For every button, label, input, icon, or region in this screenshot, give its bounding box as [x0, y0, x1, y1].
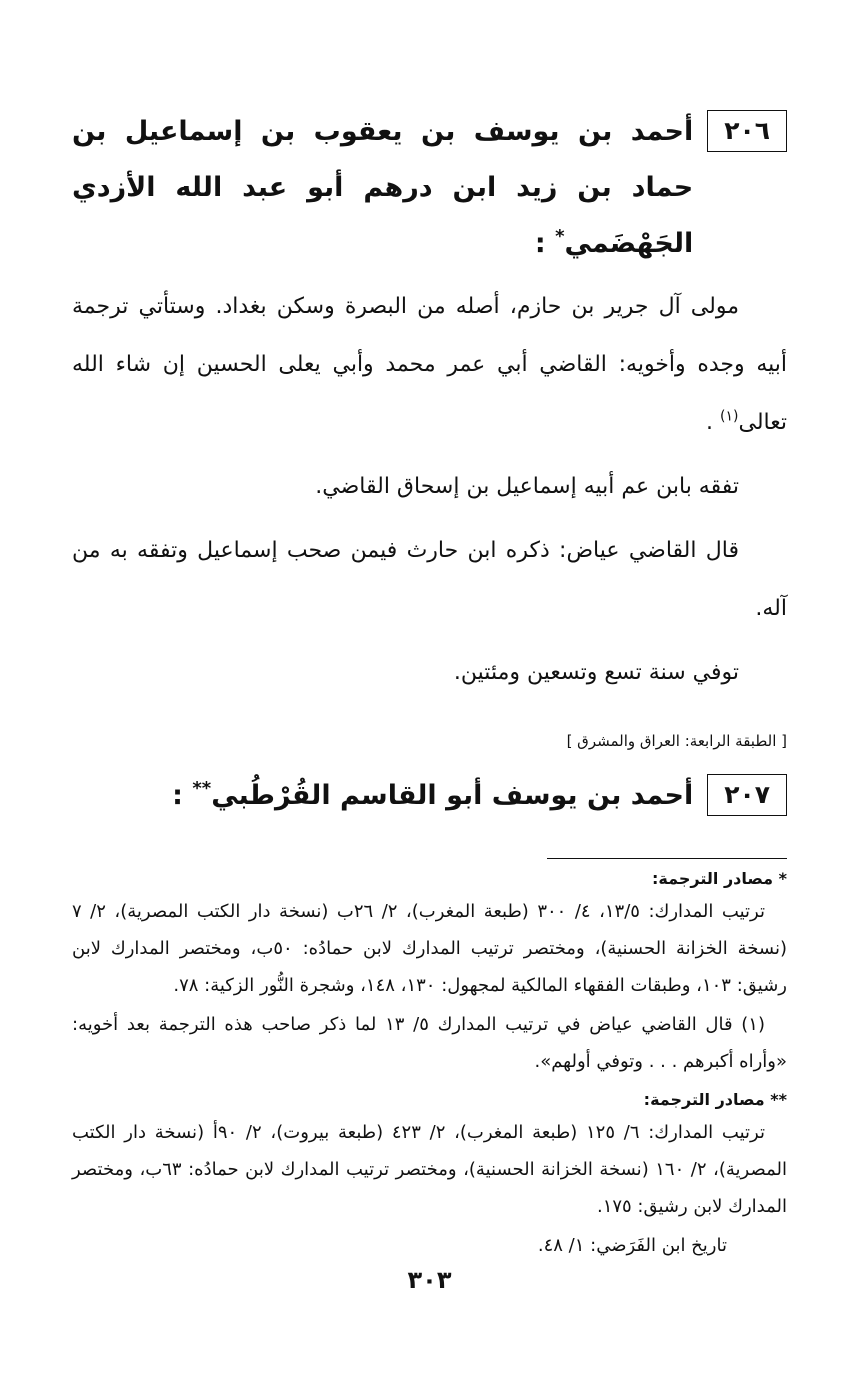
body-paragraph: تفقه بابن عم أبيه إسماعيل بن إسحاق القاضي.	[315, 474, 739, 499]
body-paragraph: قال القاضي عياض: ذكره ابن حارث فيمن صحب إسماعيل وتفقه به من آله.	[72, 538, 787, 621]
title-colon: :	[534, 228, 556, 259]
entry-title-text: أحمد بن يوسف بن يعقوب بن إسماعيل بن حماد بن زيد ابن درهم أبو عبد الله الأزدي الجَهْضَمي	[72, 116, 694, 259]
entry-number-box: ٢٠٦	[707, 110, 787, 152]
footnote-marker: *	[778, 869, 787, 888]
footnote-sources: تاريخ ابن الفَرَضي: ١/ ٤٨.	[537, 1235, 727, 1256]
footnote-separator	[547, 858, 787, 859]
footnote-sources: ترتيب المدارك: ٦/ ١٢٥ (طبعة المغرب)، ٢/ ٤٢٣ (طبعة بيروت)، ٢/ ٩٠أ (نسخة دار الكتب المصرية)، ٢/ ١٦٠ (نسخة الخزانة الحسنية)، ومختصر ترتيب المدارك لابن حمادُه: ٦٣ب، ومختصر المدارك لابن رشيق: ١٧٥.	[72, 1122, 787, 1217]
entry-heading-207	[72, 768, 787, 824]
body-paragraph: توفي سنة تسع وتسعين ومئتين.	[453, 660, 739, 685]
footnote-marker: **	[770, 1090, 787, 1109]
footnote-heading	[72, 1088, 787, 1112]
entry-title	[72, 104, 693, 272]
footnote-note: (١) قال القاضي عياض في ترتيب المدارك ٥/ ١٣ لما ذكر صاحب هذه الترجمة بعد أخويه: «وأراه أكبرهم . . . وتوفي أولهم».	[72, 1014, 787, 1072]
footnote-heading-text: مصادر الترجمة:	[643, 1090, 765, 1109]
footnote-heading-text: مصادر الترجمة:	[652, 869, 774, 888]
footnote-reference: (١)	[720, 408, 739, 425]
footnote-heading	[72, 867, 787, 891]
paragraph-text: مولى آل جرير بن حازم، أصله من البصرة وسكن بغداد. وستأتي ترجمة أبيه وجده وأخويه: القاضي أبي عمر محمد وأبي يعلى الحسين إن شاء الله تعالى	[72, 294, 787, 435]
paragraph-end: .	[706, 410, 714, 435]
title-colon: :	[172, 780, 193, 811]
book-page	[72, 104, 787, 1375]
footnote-marker: **	[192, 778, 212, 799]
footnote-marker: *	[555, 226, 565, 247]
entry-number-box: ٢٠٧	[707, 774, 787, 816]
footnote-sources: ترتيب المدارك: ١٣/٥، ٤/ ٣٠٠ (طبعة المغرب)، ٢/ ٢٦ب (نسخة دار الكتب المصرية)، ٢/ ٧ (نسخة الخزانة الحسنية)، ومختصر ترتيب المدارك لابن حمادُه: ٥٠ب، ومختصر المدارك لابن رشيق: ١٠٣، وطبقات الفقهاء المالكية لمجهول: ١٣٠، ١٤٨، وشجرة النُّور الزكية: ٧٨.	[72, 901, 787, 996]
entry-title	[172, 768, 693, 824]
entry-heading-206	[72, 104, 787, 272]
page-number: ٣٠٣	[407, 1266, 452, 1294]
entry-title-text: أحمد بن يوسف أبو القاسم القُرْطُبي	[211, 780, 694, 811]
section-note: [ الطبقة الرابعة: العراق والمشرق ]	[566, 732, 787, 750]
body-paragraph	[72, 278, 787, 452]
